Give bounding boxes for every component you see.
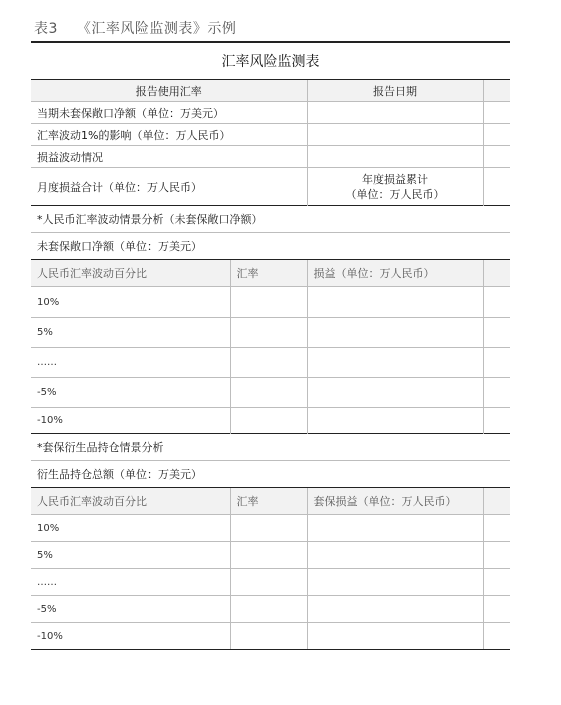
caption-title: 《汇率风险监测表》示例 [76, 21, 237, 37]
monthly-pnl-label: 月度损益合计（单位：万人民币） [31, 168, 307, 206]
info-row-label: 损益波动情况 [31, 146, 307, 168]
fluctuation-cell: 10% [31, 287, 230, 318]
extra-cell [483, 596, 510, 623]
rate-cell [230, 542, 307, 569]
pnl-cell [307, 623, 483, 650]
table-row [31, 318, 510, 348]
fluctuation-cell: 5% [31, 318, 230, 348]
section2-subtitle: 衍生品持仓总额（单位：万美元） [31, 461, 510, 488]
section1-title-row [31, 206, 510, 233]
column-header-blank [483, 260, 510, 287]
rate-cell [230, 378, 307, 408]
column-header: 人民币汇率波动百分比 [31, 260, 230, 287]
rate-cell [230, 623, 307, 650]
column-header: 汇率 [230, 488, 307, 515]
extra-cell [483, 348, 510, 378]
pnl-cell [307, 569, 483, 596]
column-header: 人民币汇率波动百分比 [31, 488, 230, 515]
info-row-extra [483, 146, 510, 168]
table-row [31, 569, 510, 596]
fluctuation-cell: …… [31, 348, 230, 378]
column-header: 损益（单位：万人民币） [307, 260, 483, 287]
pnl-row [31, 168, 510, 206]
rate-cell [230, 318, 307, 348]
pnl-cell [307, 596, 483, 623]
pnl-cell [307, 348, 483, 378]
info-row [31, 102, 510, 124]
fluctuation-cell: 10% [31, 515, 230, 542]
rate-cell [230, 515, 307, 542]
fluctuation-cell: -10% [31, 408, 230, 434]
column-header: 汇率 [230, 260, 307, 287]
table-row [31, 542, 510, 569]
pnl-cell [307, 542, 483, 569]
pnl-extra [483, 168, 510, 206]
table-row [31, 287, 510, 318]
info-row [31, 124, 510, 146]
table-row [31, 596, 510, 623]
fluctuation-cell: 5% [31, 542, 230, 569]
annual-pnl-line1: 年度损益累计 [362, 172, 428, 186]
section2-title: *套保衍生品持仓情景分析 [31, 434, 510, 461]
pnl-cell [307, 378, 483, 408]
info-row [31, 146, 510, 168]
info-row-label: 汇率波动1%的影响（单位：万人民币） [31, 124, 307, 146]
extra-cell [483, 318, 510, 348]
extra-cell [483, 287, 510, 318]
pnl-cell [307, 408, 483, 434]
fluctuation-cell: …… [31, 569, 230, 596]
section2-title-row [31, 434, 510, 461]
table-row [31, 378, 510, 408]
section2-subtitle-row [31, 461, 510, 488]
header-report-rate: 报告使用汇率 [31, 80, 307, 102]
section1-subtitle: 未套保敞口净额（单位：万美元） [31, 233, 510, 260]
section2-column-header [31, 488, 510, 515]
rate-cell [230, 596, 307, 623]
table-row [31, 348, 510, 378]
fluctuation-cell: -5% [31, 378, 230, 408]
info-row-value [307, 146, 483, 168]
extra-cell [483, 515, 510, 542]
column-header-blank [483, 488, 510, 515]
rate-cell [230, 287, 307, 318]
caption-label: 表3 [34, 21, 58, 37]
risk-monitor-table [31, 79, 510, 649]
section1-column-header [31, 260, 510, 287]
table-row [31, 515, 510, 542]
figure-caption [34, 18, 236, 40]
info-row-extra [483, 124, 510, 146]
extra-cell [483, 623, 510, 650]
annual-pnl-label [307, 168, 483, 206]
extra-cell [483, 542, 510, 569]
risk-monitor-sheet [31, 41, 510, 650]
annual-pnl-line2: （单位：万人民币） [345, 187, 445, 201]
column-header: 套保损益（单位：万人民币） [307, 488, 483, 515]
info-row-label: 当期未套保敞口净额（单位：万美元） [31, 102, 307, 124]
table-row [31, 408, 510, 434]
rate-cell [230, 408, 307, 434]
pnl-cell [307, 318, 483, 348]
header-report-date: 报告日期 [307, 80, 483, 102]
table-row [31, 623, 510, 650]
extra-cell [483, 378, 510, 408]
info-row-value [307, 124, 483, 146]
extra-cell [483, 408, 510, 434]
sheet-title: 汇率风险监测表 [221, 54, 320, 70]
section1-subtitle-row [31, 233, 510, 260]
info-row-extra [483, 102, 510, 124]
fluctuation-cell: -10% [31, 623, 230, 650]
extra-cell [483, 569, 510, 596]
pnl-cell [307, 515, 483, 542]
rate-cell [230, 569, 307, 596]
fluctuation-cell: -5% [31, 596, 230, 623]
rate-cell [230, 348, 307, 378]
section1-title: *人民币汇率波动情景分析（未套保敞口净额） [31, 206, 510, 233]
info-row-value [307, 102, 483, 124]
pnl-cell [307, 287, 483, 318]
header-blank [483, 80, 510, 102]
header-row [31, 80, 510, 102]
